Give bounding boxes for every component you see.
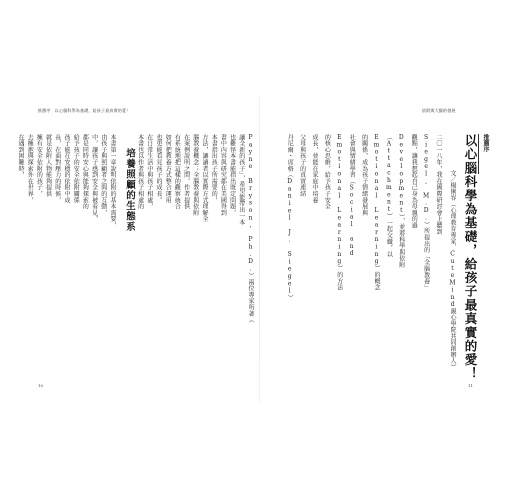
gutter-fold <box>259 96 260 404</box>
preface-title: 以心腦科學為基礎，給孩子最真實的愛！ <box>463 134 478 381</box>
text-column: （Attachment）一起交織，以 <box>385 134 393 258</box>
text-column: 也更能看見孩子的成長。 <box>155 134 162 204</box>
text-column: 腦教養概念；全腦教養與依附 <box>191 134 199 216</box>
text-column: 本書也以作者與孩子相處的 <box>136 134 144 210</box>
page-number-right: 11 <box>468 383 474 388</box>
text-column: 在日常生活中與孩子相處， <box>145 134 153 210</box>
text-column: 有系統地把這樣的觀察統合 <box>173 134 181 210</box>
running-head-right: 依附與大腦的發展 <box>422 108 456 113</box>
text-column: 成長，並能在家庭中培養 <box>311 134 318 204</box>
text-column: Development），並將科學與依附 <box>397 134 405 268</box>
text-column: 擁有安全依附的孩子， <box>35 134 43 197</box>
text-column: 在遇到困難時， <box>17 134 24 179</box>
text-column: 的關係，成為孩子情緒發展與 <box>360 134 368 216</box>
text-column: 如何把教養方式整合運用 <box>164 134 172 204</box>
text-column: 在案例說明之間，作者提供 <box>182 134 190 210</box>
text-column: 的核心思維，給予孩子安全 <box>323 134 331 210</box>
text-column: 讓全新的孩子」，希望能帶出一本 <box>237 134 245 226</box>
text-column: 長，在面對壓力的時候， <box>53 134 61 204</box>
running-head-left: 推薦序 以心腦科學為基礎，給孩子最真實的愛！ <box>38 108 131 113</box>
text-column: 方法，讓讀者以實際方式理解全 <box>201 134 208 223</box>
text-column: 書中內容與研究都在美國得到 <box>219 134 227 216</box>
text-column: 給予孩子的安全依附關係 <box>72 134 80 204</box>
text-column: 二〇一八年，我在國際研討會上聽到 <box>435 134 442 235</box>
text-column: 父母與孩子的真實連結 <box>298 134 306 197</box>
text-column: 觀點，讓我想起自己身為母親的過 <box>410 134 418 229</box>
text-column: Emotional Learning）的方法 <box>335 134 343 291</box>
text-column: 由孩子與照顧者之間的互動， <box>99 134 107 216</box>
text-column: 孩子能在安穩的依附中成 <box>63 134 70 204</box>
text-column: 也難怪本書能指出既定問題， <box>228 134 236 216</box>
text-column: 本書指出孩子所需要的， <box>210 134 218 204</box>
text-column: 中，讓孩子感到安全與被看見， <box>90 134 98 223</box>
text-column: Siegel, M.D.）所提出的「全腦教養」 <box>422 134 430 291</box>
text-column: 本書第一章說明依附的基本需要， <box>109 134 116 229</box>
page-number-left: 10 <box>38 383 44 388</box>
preface-byline: 文／楊俐容（心理教育專家、CuteMind親心學院共同創辦人） <box>449 170 456 371</box>
text-column: 社會與情緒學習（Social and <box>348 134 356 258</box>
text-column: 都是同時安心與能夠探索的 <box>81 134 89 210</box>
text-column: Payne Bryson, Ph.D.）兩位專家所著《 <box>247 134 254 324</box>
preface-tag: 推薦序 <box>478 134 488 174</box>
text-column: Emotional Learning）的概念 <box>373 134 380 291</box>
text-column: 去擁抱與探索外在世界， <box>26 134 34 204</box>
section-heading: 培養照顧的生態系 <box>124 148 135 232</box>
text-column: 就是依附人物能夠提供 <box>44 134 52 197</box>
text-column: 丹尼爾・席格（Daniel J. Siegel） <box>286 134 294 302</box>
